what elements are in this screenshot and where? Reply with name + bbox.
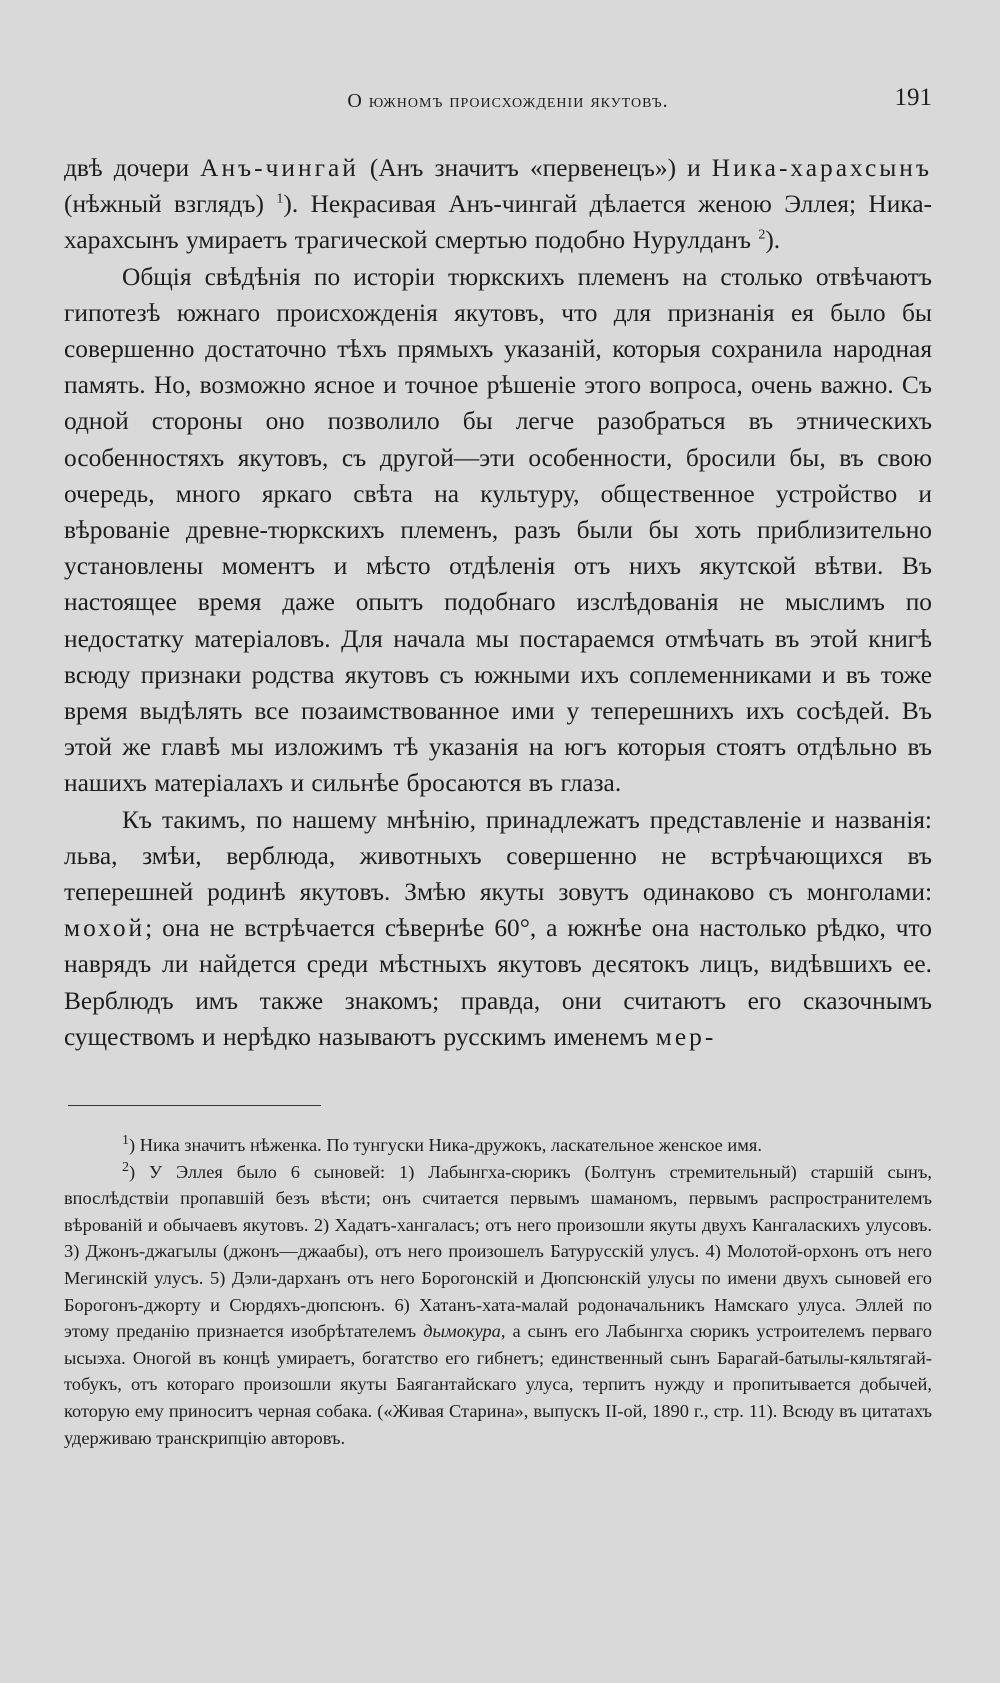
footnote-ref-1[interactable]: 1 bbox=[276, 191, 284, 207]
footnote-1 bbox=[64, 1132, 932, 1159]
paragraph-1 bbox=[64, 150, 932, 259]
text-run: ; она не встрѣчается сѣвернѣе 60°, а южнѣе она настолько рѣдко, что наврядъ ли найдется среди мѣстныхъ якутовъ десятокъ лицъ, видѣвшихъ ее. Верблюдъ имъ также знакомъ; правда, они считаютъ его сказочнымъ существомъ и нерѣдко называютъ русскимъ именемъ bbox=[64, 914, 932, 1051]
footnote-number: 2 bbox=[122, 1159, 129, 1175]
main-text bbox=[64, 150, 932, 1055]
text-run: (Анъ значитъ «первенецъ») и bbox=[358, 154, 712, 182]
page-number: 191 bbox=[894, 84, 932, 111]
spaced-name: Анъ-чингай bbox=[200, 154, 359, 182]
text-run: Къ такимъ, по нашему мнѣнію, принадлежатъ представленіе и названія: льва, змѣи, верблюда, животныхъ совершенно не встрѣчающихся въ теперешней родинѣ якутовъ. Змѣю якуты зовутъ одинаково съ монголами: bbox=[64, 805, 932, 907]
text-run: двѣ дочери bbox=[64, 154, 201, 182]
paragraph-2: Общія свѣдѣнія по исторіи тюркскихъ племенъ на столько отвѣчаютъ гипотезѣ южнаго происхожденія якутовъ, что для признанія ея было бы совершенно достаточно тѣхъ прямыхъ указаній, которыя сохранила народная память. Но, возможно ясное и точное рѣшеніе этого вопроса, очень важно. Съ одной стороны оно позволило бы легче разобраться въ этническихъ особенностяхъ якутовъ, съ другой—эти особенности, бросили бы, въ свою очередь, много яркаго свѣта на культуру, общественное устройство и вѣрованіе древне-тюркскихъ племенъ, разъ были бы хоть приблизительно установлены моментъ и мѣсто отдѣленія отъ нихъ якутской вѣтви. Въ настоящее время даже опытъ подобнаго изслѣдованія не мыслимъ по недостатку матеріаловъ. Для начала мы постараемся отмѣчать въ этой книгѣ всюду признаки родства якутовъ съ южными ихъ соплеменниками и въ тоже время выдѣлять все позаимствованное ими у теперешнихъ ихъ сосѣдей. Въ этой же главѣ мы изложимъ тѣ указанія на югъ которыя стоятъ отдѣльно въ нашихъ матеріалахъ и сильнѣе бросаются въ глаза. bbox=[64, 262, 932, 798]
running-title: О южномъ происхожденіи якутовъ. bbox=[347, 90, 669, 112]
footnotes bbox=[64, 1132, 932, 1451]
footnote-ref-2[interactable]: 2 bbox=[758, 227, 766, 243]
text-run: (нѣжный взглядъ) bbox=[64, 190, 277, 219]
footnote-text: ) У Эллея было 6 сыновей: 1) Лабынгха-сюрикъ (Болтунъ стремительный) старшій сынъ, впослѣдствіи пропавшій безъ вѣсти; онъ считается первымъ шаманомъ, первымъ распространителемъ вѣрованій и обычаевъ якутовъ. 2) Хадатъ-хангаласъ; отъ него произошли якуты двухъ Кангаласкихъ улусовъ. 3) Джонъ-джагылы (джонъ—джаабы), отъ него произошелъ Батурусскій улусъ. 4) Молотой-орхонъ отъ него Мегинскій улусъ. 5) Дэли-дарханъ отъ него Борогонскій и Дюпсюнскій улусы по имени двухъ сыновей его Борогонъ-джорту и Сюрдяхъ-дюпсюнъ. 6) Хатанъ-хата-малай родоначальникъ Намскаго улуса. Эллей по этому преданію признается изобрѣтателемъ bbox=[64, 1161, 932, 1342]
footnote-2 bbox=[64, 1159, 932, 1452]
footnote-text: , а сынъ его Лабынгха сюрикъ устроителемъ перваго ысыэха. Оногой въ концѣ умираетъ, богатство его гибнетъ; единственный сынъ Барагай-батылы-кяльтягай-тобукъ, отъ котораго произошли якуты Баягантайскаго улуса, терпитъ нужду и пропитывается добычей, которую ему приноситъ черная собака. («Живая Старина», выпускъ II-ой, 1890 г., стр. 11). Всюду въ цитатахъ удерживаю транскрипцію авторовъ. bbox=[64, 1321, 932, 1448]
paragraph-3 bbox=[64, 802, 932, 1055]
page-header bbox=[64, 82, 932, 122]
spaced-term: мер- bbox=[655, 1022, 717, 1051]
footnote-text: ) Ника значитъ нѣженка. По тунгуски Ника-дружокъ, ласкательное женское имя. bbox=[129, 1135, 762, 1156]
footnote-divider bbox=[68, 1105, 321, 1106]
text-run: ). bbox=[765, 226, 781, 255]
spaced-term: мохой bbox=[64, 914, 146, 943]
text-run: ). Некрасивая Анъ-чингай дѣлается женою Эллея; Ника-харахсынъ умираетъ трагической смертью подобно Нурулданъ bbox=[64, 190, 932, 255]
italic-term: дымокура bbox=[423, 1321, 501, 1342]
spaced-name: Ника-харахсынъ bbox=[711, 154, 933, 182]
footnote-number: 1 bbox=[122, 1132, 129, 1148]
